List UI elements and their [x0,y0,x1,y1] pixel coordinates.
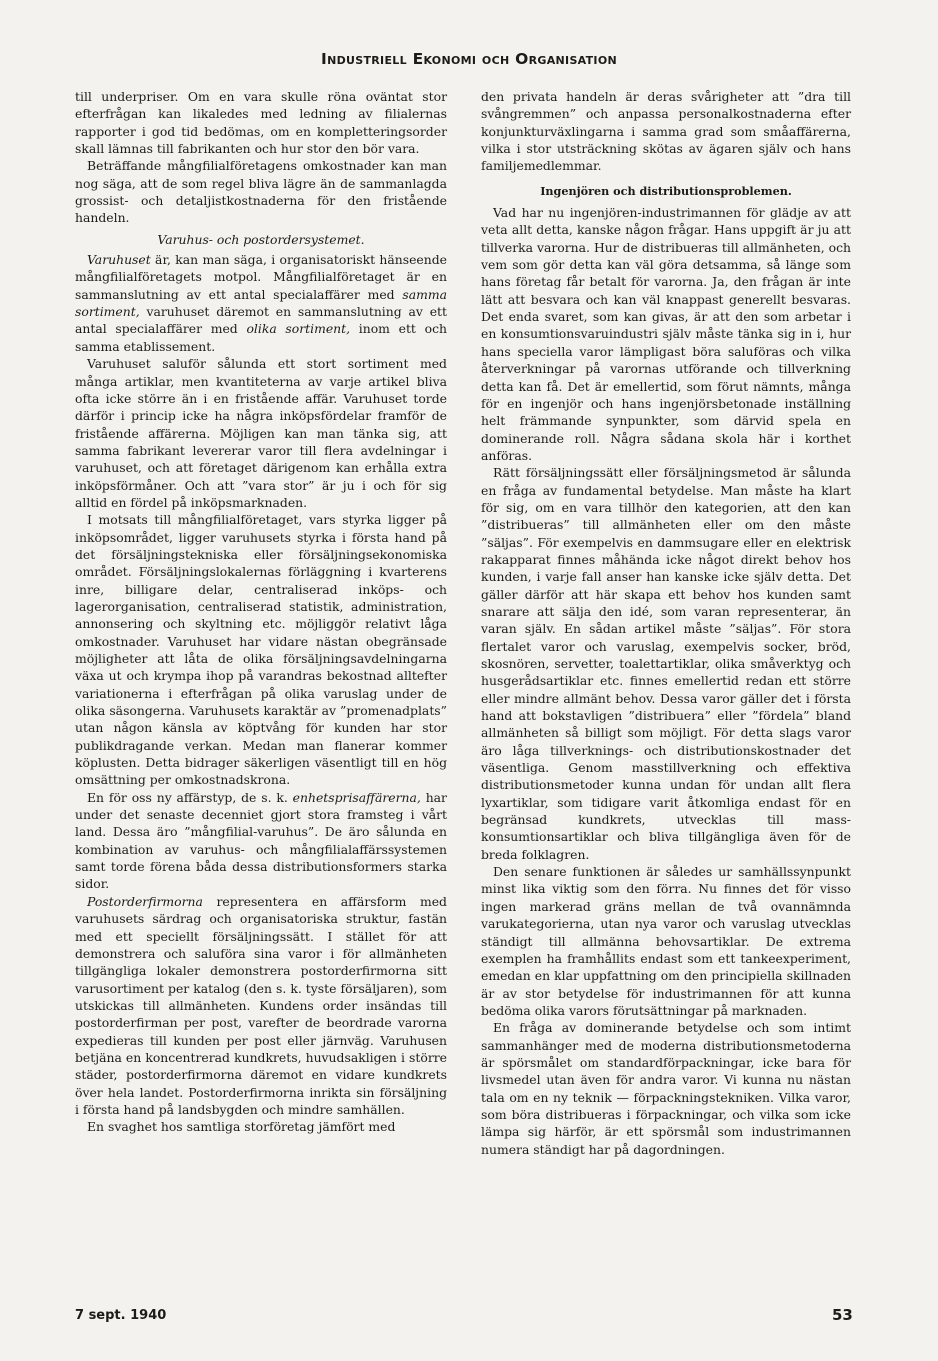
paragraph: En för oss ny affärstyp, de s. k. enhetsprisaffärerna, har under det senaste decenniet gjort stora framsteg i vårt land. Dessa äro ”mångfilial-varuhus”. De äro sålunda en kombination av varuhus- och mångfilialaffärssystemen samt torde förena båda dessa distributionsformers starka sidor. [75,789,447,892]
issue-date: 7 sept. 1940 [75,1308,167,1323]
page-header: Industriell Ekonomi och Organisation [321,50,617,68]
paragraph: I motsats till mångfilialföretaget, vars styrka ligger på inköpsområdet, ligger varuhusets styrka i första hand på det försäljningstekniska eller försäljningsekonomiska området. Försäljningslokalernas förläggning i kvarterens inre, billigare delar, centraliserad inköps- och lagerorganisation, centraliserad statistik, administration, annonsering och skyltning etc. möjliggör relativt låga omkostnader. Varuhuset har vidare nästan obegränsade möjligheter att låta de olika försäljningsavdelningarna växa ut och krympa ihop på varandras bekostnad alltefter variationerna i efterfrågan på olika varuslag under de olika säsongerna. Varuhusets karaktär av ”promenadplats” utan någon känsla av köptvång för kunden har stor publikdragande verkan. Medan man flanerar kommer köplusten. Detta bidrager säkerligen väsentligt till en hög omsättning per omkostnadskrona. [75,512,447,788]
paragraph: Beträffande mångfilialföretagens omkostnader kan man nog säga, att de som regel bliva lägre än de sammanlagda grossist- och detaljistkostnaderna för den fristående handeln. [75,158,447,226]
right-column [481,88,851,1158]
paragraph: Rätt försäljningssätt eller försäljningsmetod är sålunda en fråga av fundamental betydelse. Man måste ha klart för sig, om en vara tillhör den kategorien, att den kan ”distribueras” till allmänheten eller om den måste ”säljas”. För exempelvis en dammsugare eller en elektrisk rakapparat finnes måhända icke något direkt behov hos kunden, i varje fall anser han kanske icke själv detta. Det gäller därför att här skapa ett behov hos kunden samt snarare att sälja den idé, som varan representerar, än varan själv. En sådan artikel måste ”säljas”. För stora flertalet varor och varuslag, exempelvis socker, bröd, skosnören, servetter, toalettartiklar, olika småverktyg och husgerådsartiklar etc. finnes emellertid redan ett större eller mindre allmänt behov. Dessa varor gäller det i första hand att bokstavligen ”distribuera” eller ”fördela” bland allmänheten så billigt som möjligt. För detta slags varor äro låga tillverknings- och distributionskostnader det väsentliga. Genom masstillverkning och effektiva distributionsmetoder kunna undan för undan allt flera lyxartiklar, som tidigare varit åtkomliga endast för en begränsad kundkrets, utvecklas till mass-konsumtionsartiklar och bliva tillgängliga även för de breda folklagren. [481,465,851,862]
left-column [75,88,447,1136]
paragraph: En fråga av dominerande betydelse och som intimt sammanhänger med de moderna distributionsmetoderna är spörsmålet om standardförpackningar, icke bara för livsmedel utan även för andra varor. Vi kunna nu nästan tala om en ny teknik — förpackningstekniken. Vilka varor, som böra distribueras i förpackningar, och vilka som icke lämpa sig härför, är ett spörsmål som industrimannen numera ständigt har på dagordningen. [481,1020,851,1157]
paragraph: Vad har nu ingenjören-industrimannen för glädje av att veta allt detta, kanske någon frågar. Hans uppgift är ju att tillverka varorna. Hur de distribueras till allmänheten, och vem som gör detta kan väl göra detsamma, så länge som hans företag får betalt för varorna. Ja, den frågan är inte lätt att besvara och kan väl knappast generellt besvaras. Det enda svaret, som kan givas, är att den som arbetar i en konsumtionsvaruindustri själv måste tänka sig in i, hur hans speciella varor lämpligast böra saluföras och vilka återverkningar på varornas utförande och tillverkning detta kan få. Det är emellertid, som förut nämnts, många för en ingenjör och hans ingenjörsbetonade inställning helt främmande synpunkter, som därvid spela en dominerande roll. Några sådana skola här i korthet anföras. [481,205,851,463]
paragraph: Varuhuset är, kan man säga, i organisatoriskt hänseende mångfilialföretagets motpol. Mångfilialföretaget är en sammanslutning av ett antal specialaffärer med samma sortiment, varuhuset däremot en sammanslutning av ett antal specialaffärer med olika sortiment, inom ett och samma etablissement. [75,252,447,354]
paragraph: den privata handeln är deras svårigheter att ”dra till svångremmen” och anpassa personalkostnaderna efter konjunkturväxlingarna i samma grad som småaffärerna, vilka i stor utsträckning skötas av ägaren själv och hans familjemedlemmar. [481,89,851,174]
section-heading: Ingenjören och distributionsproblemen. [540,183,792,198]
paragraph: En svaghet hos samtliga storföretag jämfört med [87,1119,396,1135]
paragraph: Den senare funktionen är således ur samhällssynpunkt minst lika viktig som den förra. Nu finnes det för visso ingen markerad gräns mellan de två ovannämnda varukategorierna, utan nya varor och varuslag utvecklas ständigt till allmänna behovsartiklar. De extrema exemplen ha framhållits endast som ett tankeexperiment, emedan en klar uppfattning om den principiella skillnaden är av stor betydelse för industrimannen för att kunna bedöma olika varors förutsättningar på marknaden. [481,864,851,1018]
page-number: 53 [832,1306,853,1324]
paragraph: Varuhuset saluför sålunda ett stort sortiment med många artiklar, men kvantiteterna av varje artikel bliva ofta icke större än i en fristående affär. Varuhuset torde därför i princip icke ha några inköpsfördelar framför de fristående affärerna. Möjligen kan man tänka sig, att samma fabrikant levererar varor till flera avdelningar i varuhuset, och att företaget därigenom kan erhålla extra inköpsförmåner. Och att ”vara stor” är ju i och för sig alltid en fördel på inköpsmarknaden. [75,356,447,510]
paragraph: Postorderfirmorna representera en affärsform med varuhusets särdrag och organisatoriska struktur, fastän med ett speciellt försäljningssätt. I stället för att demonstrera och saluföra sina varor i för allmänheten tillgängliga lokaler demonstrera postorderfirmorna sitt varusortiment per katalog (den s. k. tyste försäljaren), som utskickas till allmänheten. Kundens order insändas till postorderfirman per post, varefter de beordrade varorna expedieras till kunden per post eller järnväg. Varuhusen betjäna en koncentrerad kundkrets, huvudsakligen i större städer, postorderfirmorna däremot en vidare kundkrets över hela landet. Postorderfirmorna inrikta sin försäljning i första hand på landsbygden och mindre samhällen. [75,893,447,1117]
paragraph: till underpriser. Om en vara skulle röna oväntat stor efterfrågan kan likaledes med ledning av filialernas rapporter i god tid bedömas, om en kompletteringsorder skall lämnas till fabrikanten och hur stor den bör vara. [75,89,447,157]
section-heading: Varuhus- och postordersystemet. [157,231,365,247]
